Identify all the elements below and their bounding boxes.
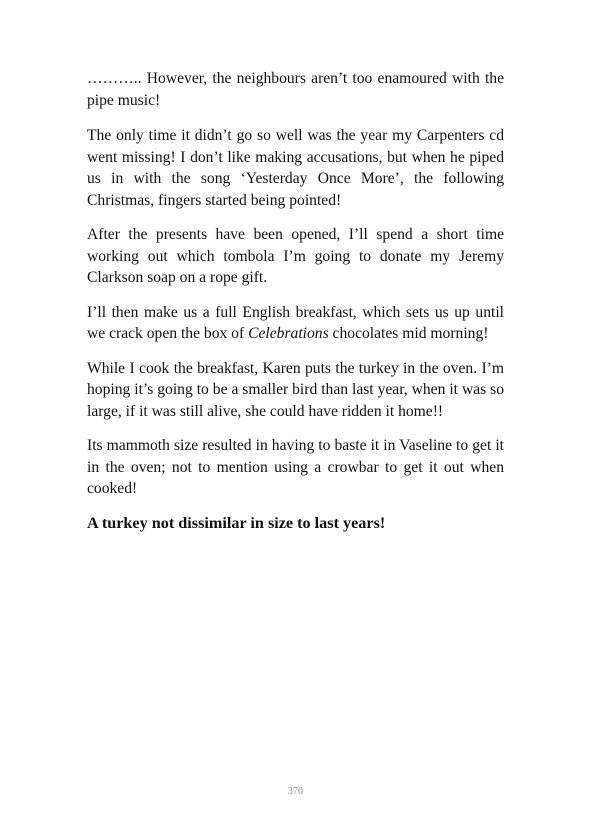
page-body [87,68,504,547]
paragraph-pipe-music: ……….. However, the neighbours aren’t too enamoured with the pipe music! [87,70,504,109]
paragraph-english-breakfast [87,302,504,345]
paragraph-carpenters-cd: The only time it didn’t go so well was the year my Carpenters cd went missing! I don’t like making accusations, but when he piped us in with the song ‘Yesterday Once More’, the following Christmas, fingers started being pointed! [87,127,504,209]
breakfast-text-start: I’ll then make us a full English breakfast, which sets us up until we crack open the box of [87,303,504,342]
paragraph-mammoth-size: Its mammoth size resulted in having to baste it in Vaseline to get it in the oven; not to mention using a crowbar to get it out when cooked! [87,437,504,497]
paragraph-turkey-oven: While I cook the breakfast, Karen puts the turkey in the oven. I’m hoping it’s going to be a smaller bird than last year, when it was so large, if it was still alive, she could have ridden it home!! [87,359,504,420]
bold-closing-line: A turkey not dissimilar in size to last years! [87,513,386,532]
page-number: 370 [288,786,303,797]
paragraph-presents-tombola: After the presents have been opened, I’ll spend a short time working out which tombola I’m going to donate my Jeremy Clarkson soap on a rope gift. [87,226,504,286]
breakfast-text-end: chocolates mid morning! [328,325,489,342]
celebrations-italic: Celebrations [248,325,329,342]
